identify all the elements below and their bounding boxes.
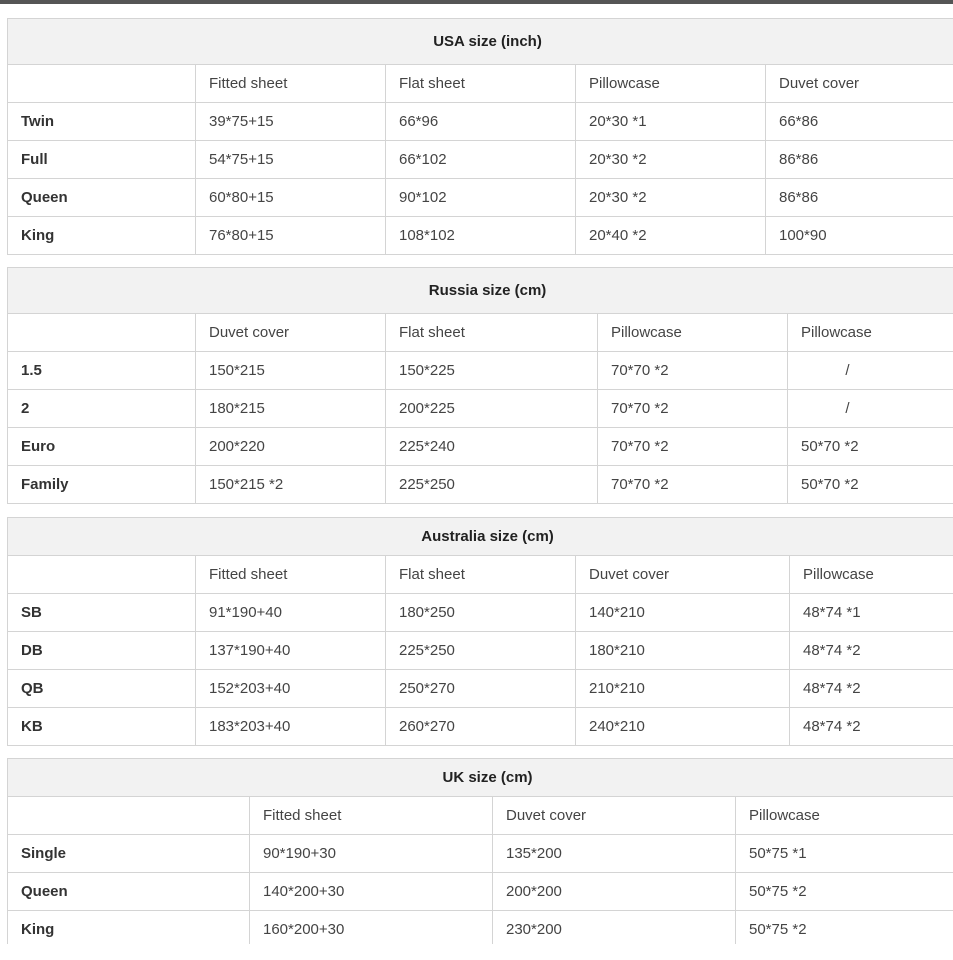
table-cell: 90*102 (386, 179, 576, 217)
row-label: SB (8, 594, 196, 632)
header-cell: Duvet cover (576, 556, 790, 594)
table-cell: 20*30 *1 (576, 103, 766, 141)
table-row (8, 835, 953, 873)
row-label: DB (8, 632, 196, 670)
row-label: Single (8, 835, 250, 873)
table-row (8, 466, 953, 504)
table-title: USA size (inch) (8, 19, 953, 65)
table-title-row (8, 19, 953, 65)
row-label: King (8, 217, 196, 255)
header-cell: Duvet cover (493, 797, 736, 835)
row-label: King (8, 911, 250, 949)
row-label: Twin (8, 103, 196, 141)
table-cell: 135*200 (493, 835, 736, 873)
table-cell: 50*70 *2 (788, 428, 953, 466)
row-label: Queen (8, 873, 250, 911)
table-row (8, 708, 953, 746)
table-cell: 48*74 *2 (790, 632, 953, 670)
table-cell: 60*80+15 (196, 179, 386, 217)
table-cell: 225*250 (386, 632, 576, 670)
header-cell: Pillowcase (736, 797, 953, 835)
table-cell: 66*102 (386, 141, 576, 179)
table-cell: 108*102 (386, 217, 576, 255)
table-cell: 140*200+30 (250, 873, 493, 911)
table-cell: 200*200 (493, 873, 736, 911)
table-cell: 70*70 *2 (598, 352, 788, 390)
row-label: Euro (8, 428, 196, 466)
table-header-row (8, 65, 953, 103)
table-title: UK size (cm) (8, 759, 953, 797)
header-cell: Pillowcase (576, 65, 766, 103)
table-header-row (8, 314, 953, 352)
top-border-line (0, 0, 953, 4)
header-cell: Pillowcase (790, 556, 953, 594)
header-cell: Pillowcase (598, 314, 788, 352)
table-cell: 66*96 (386, 103, 576, 141)
table-cell: 76*80+15 (196, 217, 386, 255)
table-title-row (8, 268, 953, 314)
table-cell: 150*215 (196, 352, 386, 390)
table-header-row (8, 556, 953, 594)
table-row (8, 352, 953, 390)
table-cell: 150*215 *2 (196, 466, 386, 504)
table-cell: 50*75 *2 (736, 911, 953, 949)
table-cell: 70*70 *2 (598, 466, 788, 504)
table-cell: 20*30 *2 (576, 179, 766, 217)
bottom-crop-area (0, 944, 953, 960)
table-cell: 86*86 (766, 141, 953, 179)
table-cell: 230*200 (493, 911, 736, 949)
header-cell: Flat sheet (386, 556, 576, 594)
table-cell: 70*70 *2 (598, 428, 788, 466)
row-label: QB (8, 670, 196, 708)
table-cell: 183*203+40 (196, 708, 386, 746)
row-label: Full (8, 141, 196, 179)
table-cell: 260*270 (386, 708, 576, 746)
header-cell: Duvet cover (196, 314, 386, 352)
table-cell: 86*86 (766, 179, 953, 217)
table-cell: 140*210 (576, 594, 790, 632)
header-cell (8, 65, 196, 103)
table-cell: 50*75 *2 (736, 873, 953, 911)
table-cell: 225*240 (386, 428, 598, 466)
header-cell: Fitted sheet (196, 65, 386, 103)
table-cell: 225*250 (386, 466, 598, 504)
header-cell (8, 797, 250, 835)
table-cell: 200*225 (386, 390, 598, 428)
table-cell: 137*190+40 (196, 632, 386, 670)
russia-size-table (7, 267, 953, 504)
table-cell: 50*75 *1 (736, 835, 953, 873)
table-cell: 48*74 *2 (790, 670, 953, 708)
table-cell: 70*70 *2 (598, 390, 788, 428)
table-title: Australia size (cm) (8, 518, 953, 556)
table-cell: 91*190+40 (196, 594, 386, 632)
table-title-row (8, 518, 953, 556)
row-label: Queen (8, 179, 196, 217)
table-cell: 20*30 *2 (576, 141, 766, 179)
header-cell: Pillowcase (788, 314, 953, 352)
usa-size-table (7, 18, 953, 255)
australia-size-table (7, 517, 953, 746)
table-cell: 48*74 *1 (790, 594, 953, 632)
row-label: 1.5 (8, 352, 196, 390)
table-row (8, 670, 953, 708)
table-cell: / (788, 352, 953, 390)
table-cell: 66*86 (766, 103, 953, 141)
table-cell: 240*210 (576, 708, 790, 746)
table-cell: 20*40 *2 (576, 217, 766, 255)
table-cell: / (788, 390, 953, 428)
table-cell: 180*210 (576, 632, 790, 670)
table-header-row (8, 797, 953, 835)
table-row (8, 179, 953, 217)
table-cell: 39*75+15 (196, 103, 386, 141)
table-cell: 100*90 (766, 217, 953, 255)
uk-size-table (7, 758, 953, 949)
row-label: Family (8, 466, 196, 504)
table-cell: 90*190+30 (250, 835, 493, 873)
table-row (8, 594, 953, 632)
table-row (8, 141, 953, 179)
header-cell (8, 314, 196, 352)
table-cell: 180*215 (196, 390, 386, 428)
table-cell: 160*200+30 (250, 911, 493, 949)
header-cell: Fitted sheet (250, 797, 493, 835)
table-cell: 210*210 (576, 670, 790, 708)
table-cell: 50*70 *2 (788, 466, 953, 504)
table-row (8, 390, 953, 428)
table-title-row (8, 759, 953, 797)
table-row (8, 632, 953, 670)
header-cell: Duvet cover (766, 65, 953, 103)
header-cell: Fitted sheet (196, 556, 386, 594)
table-cell: 48*74 *2 (790, 708, 953, 746)
table-cell: 200*220 (196, 428, 386, 466)
table-row (8, 217, 953, 255)
table-row (8, 428, 953, 466)
table-row (8, 103, 953, 141)
table-cell: 150*225 (386, 352, 598, 390)
header-cell: Flat sheet (386, 65, 576, 103)
header-cell (8, 556, 196, 594)
table-title: Russia size (cm) (8, 268, 953, 314)
header-cell: Flat sheet (386, 314, 598, 352)
table-row (8, 873, 953, 911)
row-label: 2 (8, 390, 196, 428)
table-cell: 250*270 (386, 670, 576, 708)
row-label: KB (8, 708, 196, 746)
table-cell: 180*250 (386, 594, 576, 632)
table-cell: 152*203+40 (196, 670, 386, 708)
table-row (8, 911, 953, 949)
table-cell: 54*75+15 (196, 141, 386, 179)
